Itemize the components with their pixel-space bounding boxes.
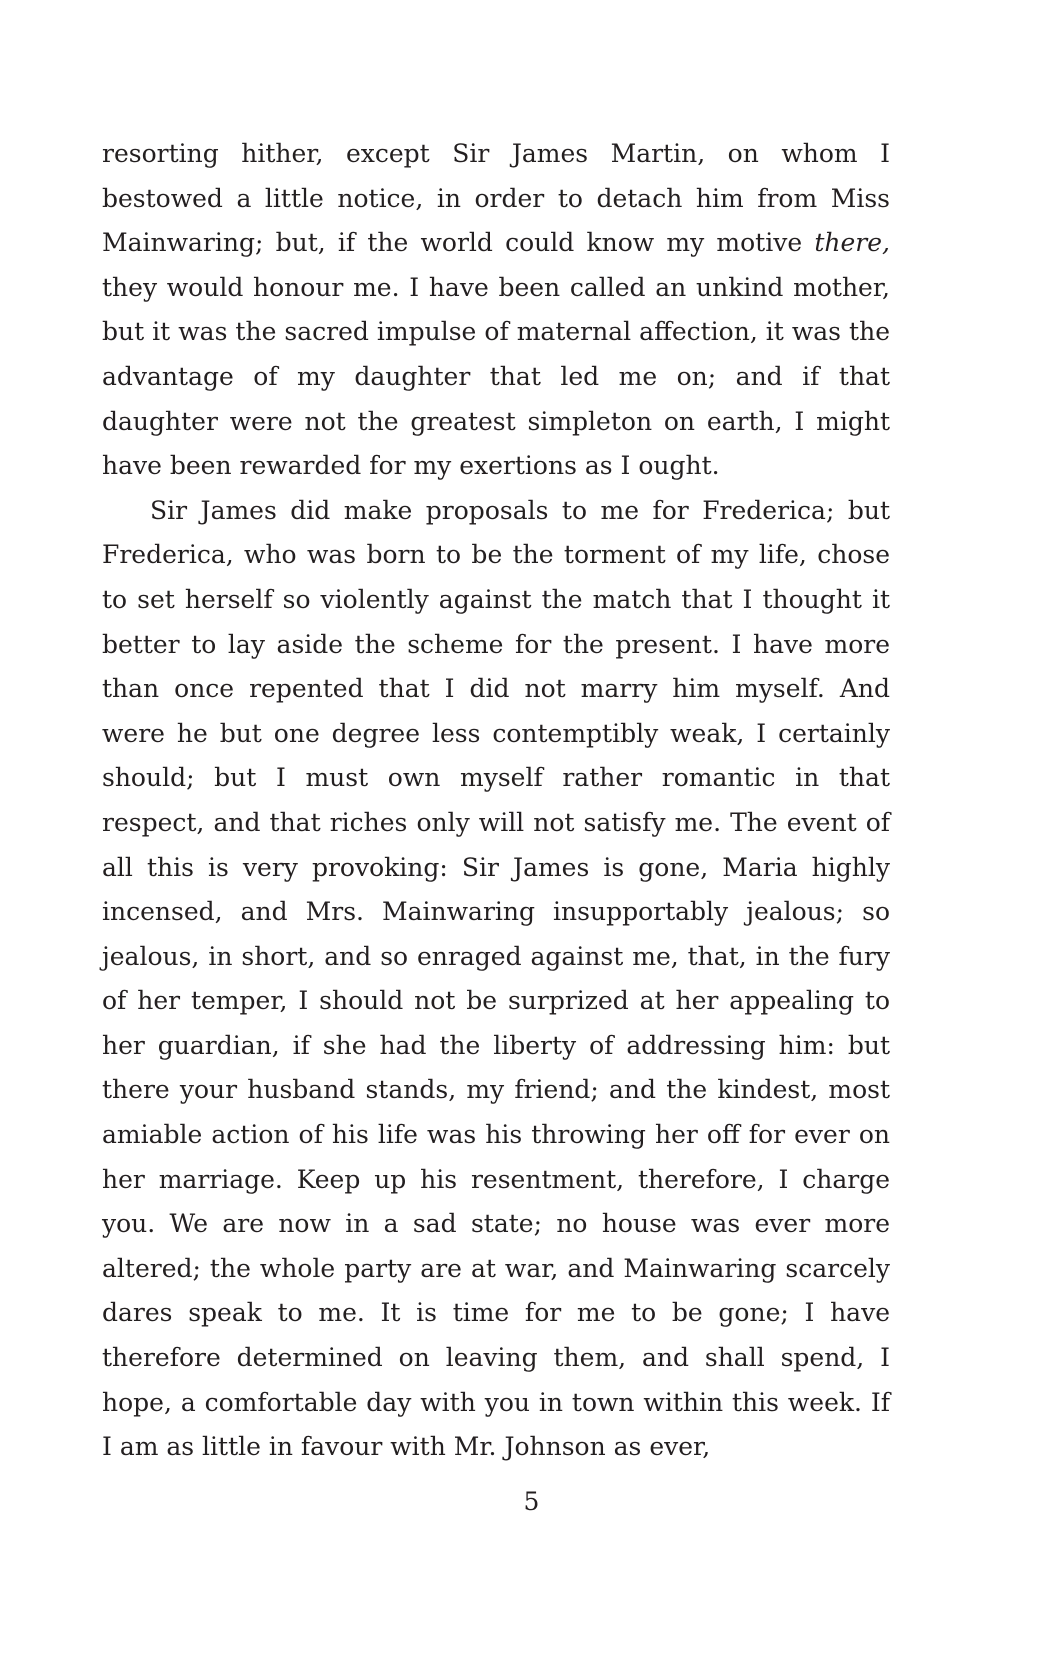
paragraph-1 (102, 132, 890, 489)
paragraph-1-text-start: resorting hither, except Sir James Martin, on whom I bestowed a little notice, in order to detach him from Miss Mainwaring; but, if the world could know my motive (102, 139, 890, 258)
paragraph-1-text-end: they would honour me. I have been called an unkind mother, but it was the sacred impulse of maternal affection, it was the advantage of my daughter that led me on; and if that daughter were not the greatest simpleton on earth, I might have been rewarded for my exertions as I ought. (102, 272, 890, 481)
italic-emphasis: there, (814, 228, 890, 258)
paragraph-2: Sir James did make proposals to me for Frederica; but Frederica, who was born to be the torment of my life, chose to set herself so violently against the match that I thought it better to lay aside the scheme for the present. I have more than once repented that I did not marry him myself. And were he but one degree less contemptibly weak, I certainly should; but I must own myself rather romantic in that respect, and that riches only will not satisfy me. The event of all this is very provoking: Sir James is gone, Maria highly incensed, and Mrs. Mainwaring insupportably jealous; so jealous, in short, and so enraged against me, that, in the fury of her temper, I should not be surprized at her appealing to her guardian, if she had the liberty of addressing him: but there your husband stands, my friend; and the kindest, most amiable action of his life was his throwing her off for ever on her marriage. Keep up his resentment, therefore, I charge you. We are now in a sad state; no house was ever more altered; the whole party are at war, and Mainwaring scarcely dares speak to me. It is time for me to be gone; I have therefore determined on leaving them, and shall spend, I hope, a comfortable day with you in town within this week. If I am as little in favour with Mr. Johnson as ever, (102, 495, 890, 1462)
page-number: 5 (523, 1487, 540, 1516)
body-text (102, 132, 890, 1470)
